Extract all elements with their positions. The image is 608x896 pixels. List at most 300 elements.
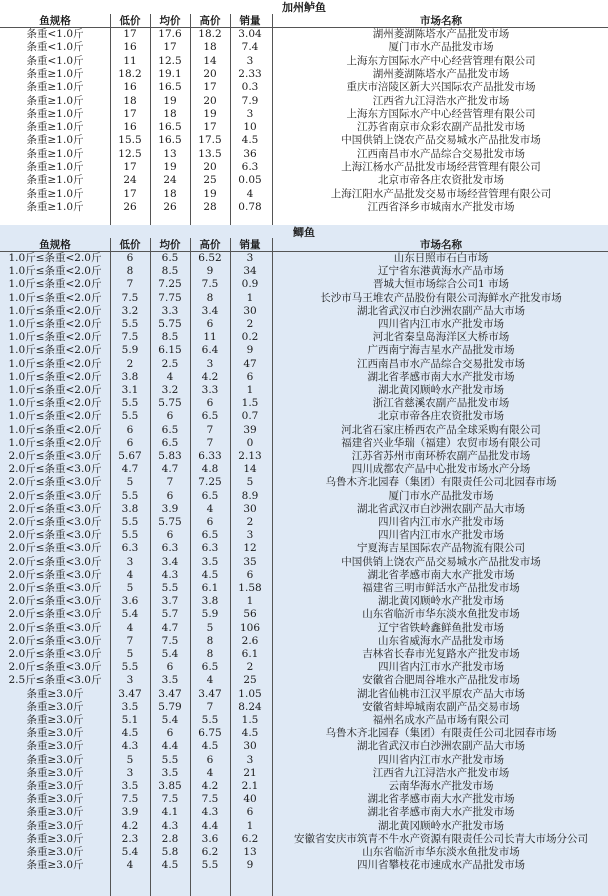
cell-high: 11	[203, 331, 217, 344]
cell-low: 2.3	[121, 832, 139, 845]
cell-spec: 1.0斤≤条重<2.0斤	[8, 436, 102, 449]
cell-avg: 4.4	[161, 740, 179, 753]
header-low: 低价	[119, 239, 141, 251]
cell-low: 6	[126, 252, 134, 264]
cell-avg: 7.75	[158, 291, 182, 304]
cell-low: 15.5	[118, 134, 142, 147]
cell-volume: 3	[246, 107, 254, 120]
cell-high: 25	[203, 174, 217, 187]
cell-avg: 6	[166, 489, 174, 502]
cell-low: 11	[123, 54, 137, 67]
table-row	[0, 833, 608, 846]
cell-high: 5.5	[201, 859, 219, 872]
cell-spec: 2.0斤≤条重<3.0斤	[8, 463, 102, 476]
table-row	[0, 188, 608, 201]
cell-market: 福建省三明市鲜活水产品批发市场	[362, 582, 520, 594]
cell-spec: 条重≥1.0斤	[26, 107, 84, 120]
cell-market: 辽宁省铁岭鑫鲜鱼批发市场	[378, 621, 504, 634]
cell-high: 6	[206, 753, 214, 766]
cell-market: 四川省内江市水产批发市场	[378, 516, 504, 528]
cell-volume: 6	[246, 568, 254, 581]
header-row	[0, 238, 608, 252]
cell-market: 山东日照市石白市场	[393, 252, 489, 264]
cell-market: 江苏省苏州市南环桥农副产品批发市场	[351, 450, 531, 462]
cell-low: 5.4	[121, 846, 139, 858]
cell-spec: 2.0斤≤条重<3.0斤	[8, 529, 102, 542]
table-row	[0, 331, 608, 344]
cell-high: 3.6	[201, 832, 219, 845]
cell-avg: 3.3	[161, 304, 179, 317]
cell-spec: 2.0斤≤条重<3.0斤	[8, 568, 102, 581]
table-row	[0, 820, 608, 833]
cell-high: 18	[203, 41, 217, 54]
table-row	[0, 806, 608, 819]
cell-avg: 5.5	[161, 582, 179, 594]
cell-high: 6	[206, 397, 214, 410]
cell-high: 7	[206, 423, 214, 436]
header-avg: 均价	[159, 15, 181, 27]
cell-spec: 条重<1.0斤	[26, 28, 84, 40]
column-divider	[272, 14, 273, 225]
cell-market: 湖北省孝感市南大水产批发市场	[367, 370, 515, 383]
cell-low: 3.47	[118, 687, 142, 700]
cell-avg: 17	[163, 41, 177, 54]
cell-market: 厦门市水产品批发市场	[388, 41, 494, 54]
column-divider	[190, 238, 191, 896]
table-row	[0, 410, 608, 423]
cell-spec: 条重≥3.0斤	[26, 819, 84, 832]
cell-spec: 条重≥3.0斤	[26, 859, 84, 872]
cell-spec: 条重≥1.0斤	[26, 187, 84, 200]
cell-avg: 5.79	[158, 700, 182, 713]
cell-market: 河北省石家庄桥西农产品全球采购有限公司	[341, 423, 541, 436]
cell-high: 6.3	[201, 542, 219, 555]
cell-low: 26	[123, 200, 137, 213]
cell-low: 6.3	[121, 542, 139, 555]
cell-market: 山东省威海水产品批发市场	[378, 634, 504, 647]
cell-avg: 3.9	[161, 502, 179, 515]
cell-low: 3.8	[121, 502, 139, 515]
cell-spec: 条重<1.0斤	[26, 54, 84, 67]
cell-avg: 6	[166, 727, 174, 740]
table-row	[0, 661, 608, 674]
cell-low: 17	[123, 28, 137, 40]
cell-low: 5.5	[121, 516, 139, 528]
cell-volume: 8.24	[238, 700, 262, 713]
cell-volume: 1	[246, 384, 254, 396]
table-row	[0, 490, 608, 503]
cell-volume: 6.1	[241, 648, 259, 660]
cell-market: 湖州菱湖陈塔水产品批发市场	[372, 67, 510, 80]
cell-market: 江西南昌市水产品综合交易批发市场	[357, 147, 525, 160]
cell-spec: 2.0斤≤条重<3.0斤	[8, 516, 102, 528]
cell-volume: 1.05	[238, 687, 262, 700]
cell-spec: 条重≥1.0斤	[26, 174, 84, 187]
cell-low: 3	[126, 674, 134, 687]
cell-high: 9	[206, 265, 214, 278]
header-high: 高价	[199, 15, 221, 27]
cell-low: 16	[123, 121, 137, 134]
table-row	[0, 542, 608, 555]
table-row	[0, 201, 608, 214]
cell-market: 湖北省孝感市南大水产批发市场	[367, 568, 515, 581]
header-market: 市场名称	[420, 15, 462, 27]
cell-low: 5.5	[121, 529, 139, 542]
cell-volume: 0.9	[241, 278, 259, 291]
cell-spec: 2.0斤≤条重<3.0斤	[8, 555, 102, 568]
cell-volume: 9	[246, 859, 254, 872]
table-row	[0, 55, 608, 68]
cell-high: 7	[206, 700, 214, 713]
cell-volume: 8.9	[241, 489, 259, 502]
cell-market: 湖北省武汉市白沙洲农副产品大市场	[357, 740, 525, 753]
cell-volume: 40	[243, 793, 257, 806]
cell-volume: 9	[246, 344, 254, 357]
cell-market: 安徽省合肥周谷堆水产品批发市场	[362, 674, 520, 687]
table-row	[0, 174, 608, 187]
cell-high: 6.52	[198, 252, 222, 264]
table-row	[0, 397, 608, 410]
cell-avg: 8.5	[161, 265, 179, 278]
table-row	[0, 701, 608, 714]
cell-low: 18	[123, 94, 137, 107]
cell-low: 3.2	[121, 304, 139, 317]
cell-volume: 0.78	[238, 200, 262, 213]
cell-avg: 7.5	[161, 634, 179, 647]
cell-avg: 6.5	[161, 423, 179, 436]
cell-avg: 5.5	[161, 753, 179, 766]
cell-market: 湖北省武汉市白沙洲农副产品大市场	[357, 502, 525, 515]
cell-avg: 5.4	[161, 714, 179, 726]
cell-high: 5.5	[201, 714, 219, 726]
table-row	[0, 476, 608, 489]
header-divider	[0, 27, 608, 28]
table-row	[0, 793, 608, 806]
section-california-bass	[0, 0, 608, 225]
table-row	[0, 28, 608, 41]
cell-low: 7	[126, 278, 134, 291]
cell-spec: 条重≥1.0斤	[26, 134, 84, 147]
cell-volume: 56	[243, 608, 257, 621]
cell-avg: 4.7	[161, 463, 179, 476]
cell-market: 上海东方国际水产中心经营管理有限公司	[346, 107, 536, 120]
cell-spec: 1.0斤≤条重<2.0斤	[8, 304, 102, 317]
cell-volume: 2	[246, 661, 254, 674]
cell-spec: 条重≥3.0斤	[26, 780, 84, 792]
cell-avg: 4.5	[161, 859, 179, 872]
cell-volume: 0.7	[241, 410, 259, 423]
cell-spec: 条重≥1.0斤	[26, 147, 84, 160]
cell-low: 5.67	[118, 450, 142, 462]
cell-market: 四川省内江市水产批发市场	[378, 318, 504, 330]
cell-low: 7.5	[121, 291, 139, 304]
cell-low: 3.6	[121, 595, 139, 608]
table-row	[0, 556, 608, 569]
cell-high: 4.2	[201, 780, 219, 792]
cell-spec: 2.0斤≤条重<3.0斤	[8, 476, 102, 489]
cell-high: 6.5	[201, 661, 219, 674]
cell-market: 江苏省南京市众彩农副产品批发市场	[357, 121, 525, 134]
cell-spec: 条重≥1.0斤	[26, 81, 84, 94]
table-row	[0, 740, 608, 753]
cell-volume: 4.5	[241, 727, 259, 740]
cell-volume: 1.58	[238, 582, 262, 594]
cell-high: 4.5	[201, 568, 219, 581]
table-row	[0, 81, 608, 94]
table-row	[0, 608, 608, 621]
cell-volume: 10	[243, 121, 257, 134]
cell-volume: 3	[246, 54, 254, 67]
cell-spec: 2.0斤≤条重<3.0斤	[8, 661, 102, 674]
cell-market: 重庆市涪陵区新大兴国际农产品批发市场	[346, 81, 536, 94]
cell-market: 湖北黄冈顾岭水产批发市场	[378, 384, 504, 396]
cell-low: 7.5	[121, 331, 139, 344]
cell-low: 4	[126, 859, 134, 872]
cell-high: 19	[203, 107, 217, 120]
cell-low: 5.5	[121, 410, 139, 423]
cell-low: 17	[123, 187, 137, 200]
table-row	[0, 727, 608, 740]
cell-market: 辽宁省东港黄海水产品市场	[378, 265, 504, 278]
table-row	[0, 754, 608, 767]
cell-spec: 2.0斤≤条重<3.0斤	[8, 450, 102, 462]
cell-low: 17	[123, 161, 137, 173]
cell-volume: 0	[246, 436, 254, 449]
cell-high: 8	[206, 291, 214, 304]
table-row	[0, 780, 608, 793]
cell-spec: 2.0斤≤条重<3.0斤	[8, 621, 102, 634]
cell-high: 4.5	[201, 740, 219, 753]
cell-high: 17	[203, 81, 217, 94]
cell-spec: 条重<1.0斤	[26, 41, 84, 54]
column-divider	[230, 238, 231, 896]
cell-volume: 2	[246, 516, 254, 528]
cell-avg: 13	[163, 147, 177, 160]
table-row	[0, 674, 608, 687]
cell-low: 3.5	[121, 780, 139, 792]
cell-volume: 6.2	[241, 832, 259, 845]
cell-low: 5	[126, 476, 134, 489]
cell-avg: 5.75	[158, 318, 182, 330]
cell-high: 6.33	[198, 450, 222, 462]
cell-avg: 2.8	[161, 832, 179, 845]
cell-avg: 4.3	[161, 568, 179, 581]
cell-market: 江西省九江浔浩水产批发市场	[372, 766, 510, 779]
cell-spec: 2.0斤≤条重<3.0斤	[8, 648, 102, 660]
cell-high: 19	[203, 187, 217, 200]
cell-volume: 106	[239, 621, 261, 634]
cell-spec: 条重≥3.0斤	[26, 714, 84, 726]
cell-spec: 2.0斤≤条重<3.0斤	[8, 582, 102, 594]
cell-avg: 8.5	[161, 331, 179, 344]
table-row	[0, 252, 608, 265]
cell-volume: 47	[243, 357, 257, 370]
table-row	[0, 424, 608, 437]
cell-avg: 18	[163, 107, 177, 120]
cell-low: 5.4	[121, 608, 139, 621]
cell-high: 13.5	[198, 147, 222, 160]
cell-spec: 1.0斤≤条重<2.0斤	[8, 278, 102, 291]
cell-spec: 条重≥3.0斤	[26, 753, 84, 766]
table-row	[0, 648, 608, 661]
cell-avg: 26	[163, 200, 177, 213]
cell-market: 四川省攀枝花市速成水产品批发市场	[357, 859, 525, 872]
cell-volume: 3	[246, 753, 254, 766]
cell-market: 安徽省蚌埠城南农副产品交易市场	[362, 700, 520, 713]
cell-spec: 1.0斤≤条重<2.0斤	[8, 265, 102, 278]
cell-low: 4.3	[121, 740, 139, 753]
cell-high: 6	[206, 516, 214, 528]
cell-low: 5	[126, 582, 134, 594]
cell-spec: 2.0斤≤条重<3.0斤	[8, 595, 102, 608]
cell-market: 中国供销上饶农产品交易城水产品批发市场	[341, 134, 541, 147]
table-row	[0, 68, 608, 81]
cell-high: 4	[206, 766, 214, 779]
cell-high: 7.5	[201, 793, 219, 806]
table-row	[0, 95, 608, 108]
cell-avg: 4.1	[161, 806, 179, 819]
cell-high: 3.5	[201, 555, 219, 568]
cell-high: 6.5	[201, 529, 219, 542]
cell-spec: 2.0斤≤条重<3.0斤	[8, 542, 102, 555]
cell-low: 6	[126, 423, 134, 436]
cell-spec: 1.0斤≤条重<2.0斤	[8, 370, 102, 383]
cell-avg: 5.8	[161, 846, 179, 858]
cell-high: 17	[203, 121, 217, 134]
cell-low: 16	[123, 81, 137, 94]
cell-market: 湖北省孝感市南大水产批发市场	[367, 793, 515, 806]
cell-avg: 19	[163, 161, 177, 173]
column-divider	[272, 238, 273, 896]
cell-market: 晋城大恒市场综合公司1 市场	[372, 278, 510, 291]
cell-volume: 0.3	[241, 81, 259, 94]
cell-avg: 16.5	[158, 134, 182, 147]
header-row	[0, 14, 608, 28]
cell-high: 17.5	[198, 134, 222, 147]
cell-high: 28	[203, 200, 217, 213]
cell-volume: 12	[243, 542, 257, 555]
cell-high: 4.4	[201, 819, 219, 832]
section-title: 加州鲈鱼	[282, 1, 326, 14]
cell-spec: 1.0斤≤条重<2.0斤	[8, 252, 102, 264]
cell-market: 山东省临沂市华东淡水鱼批发市场	[362, 846, 520, 858]
table-row	[0, 384, 608, 397]
cell-volume: 1	[246, 819, 254, 832]
cell-volume: 6	[246, 370, 254, 383]
cell-avg: 3.7	[161, 595, 179, 608]
header-low: 低价	[119, 15, 141, 27]
cell-avg: 12.5	[158, 54, 182, 67]
cell-high: 3.3	[201, 384, 219, 396]
cell-volume: 35	[243, 555, 257, 568]
cell-low: 7	[126, 634, 134, 647]
cell-avg: 3.2	[161, 384, 179, 396]
header-avg: 均价	[159, 239, 181, 251]
table-row	[0, 108, 608, 121]
cell-spec: 条重≥1.0斤	[26, 94, 84, 107]
cell-spec: 1.0斤≤条重<2.0斤	[8, 397, 102, 410]
table-row	[0, 121, 608, 134]
cell-market: 四川成都农产品中心批发市场水产分场	[351, 463, 531, 476]
cell-spec: 条重≥3.0斤	[26, 687, 84, 700]
cell-high: 20	[203, 161, 217, 173]
cell-volume: 2.6	[241, 634, 259, 647]
table-row	[0, 846, 608, 859]
cell-market: 四川省内江市水产批发市场	[378, 529, 504, 542]
cell-spec: 条重≥3.0斤	[26, 832, 84, 845]
cell-avg: 6	[166, 410, 174, 423]
cell-spec: 2.0斤≤条重<3.0斤	[8, 634, 102, 647]
cell-avg: 7	[166, 476, 174, 489]
table-row	[0, 516, 608, 529]
cell-high: 4	[206, 502, 214, 515]
cell-avg: 3.5	[161, 674, 179, 687]
cell-avg: 6.5	[161, 252, 179, 264]
cell-high: 14	[203, 54, 217, 67]
cell-high: 5	[206, 621, 214, 634]
table-row	[0, 635, 608, 648]
cell-volume: 2	[246, 318, 254, 330]
table-row	[0, 859, 608, 872]
cell-market: 福州名成水产品市场有限公司	[372, 714, 510, 726]
cell-low: 3.1	[121, 384, 139, 396]
cell-low: 3	[126, 766, 134, 779]
cell-spec: 1.0斤≤条重<2.0斤	[8, 410, 102, 423]
cell-low: 5.1	[121, 714, 139, 726]
cell-volume: 6.3	[241, 161, 259, 173]
cell-high: 4.8	[201, 463, 219, 476]
cell-volume: 0.05	[238, 174, 262, 187]
cell-volume: 2.13	[238, 450, 262, 462]
cell-market: 安徽省安庆市筑青不牛水产资源有限责任公司长青大市场分公司	[294, 832, 588, 845]
cell-spec: 1.0斤≤条重<2.0斤	[8, 331, 102, 344]
cell-high: 6.5	[201, 410, 219, 423]
cell-market: 江西南昌市水产品综合交易批发市场	[357, 357, 525, 370]
cell-avg: 18	[163, 187, 177, 200]
cell-avg: 5.7	[161, 608, 179, 621]
cell-low: 18.2	[118, 67, 142, 80]
cell-low: 5.5	[121, 397, 139, 410]
section-title: 鲫鱼	[293, 226, 315, 239]
cell-market: 福建省兴业华瑞（福建）农贸市场有限公司	[341, 436, 541, 449]
cell-avg: 7.5	[161, 793, 179, 806]
cell-high: 18.2	[198, 28, 222, 40]
cell-high: 4.3	[201, 806, 219, 819]
cell-spec: 条重≥1.0斤	[26, 200, 84, 213]
cell-high: 6.1	[201, 582, 219, 594]
cell-market: 湖北省仙桃市江汉平原农产品大市场	[357, 687, 525, 700]
table-row	[0, 569, 608, 582]
cell-market: 湖北黄冈顾岭水产批发市场	[378, 595, 504, 608]
cell-high: 7.25	[198, 476, 222, 489]
table-row	[0, 134, 608, 147]
cell-high: 3.8	[201, 595, 219, 608]
cell-low: 12.5	[118, 147, 142, 160]
cell-spec: 2.0斤≤条重<3.0斤	[8, 608, 102, 621]
cell-volume: 1.5	[241, 714, 259, 726]
cell-low: 17	[123, 107, 137, 120]
cell-low: 5.5	[121, 318, 139, 330]
cell-low: 6	[126, 436, 134, 449]
cell-volume: 6	[246, 806, 254, 819]
cell-market: 宁夏海吉星国际农产品物流有限公司	[357, 542, 525, 555]
cell-high: 4.2	[201, 370, 219, 383]
cell-low: 5.5	[121, 661, 139, 674]
table-row	[0, 278, 608, 291]
cell-low: 4	[126, 568, 134, 581]
cell-avg: 7.25	[158, 278, 182, 291]
cell-spec: 2.0斤≤条重<3.0斤	[8, 489, 102, 502]
